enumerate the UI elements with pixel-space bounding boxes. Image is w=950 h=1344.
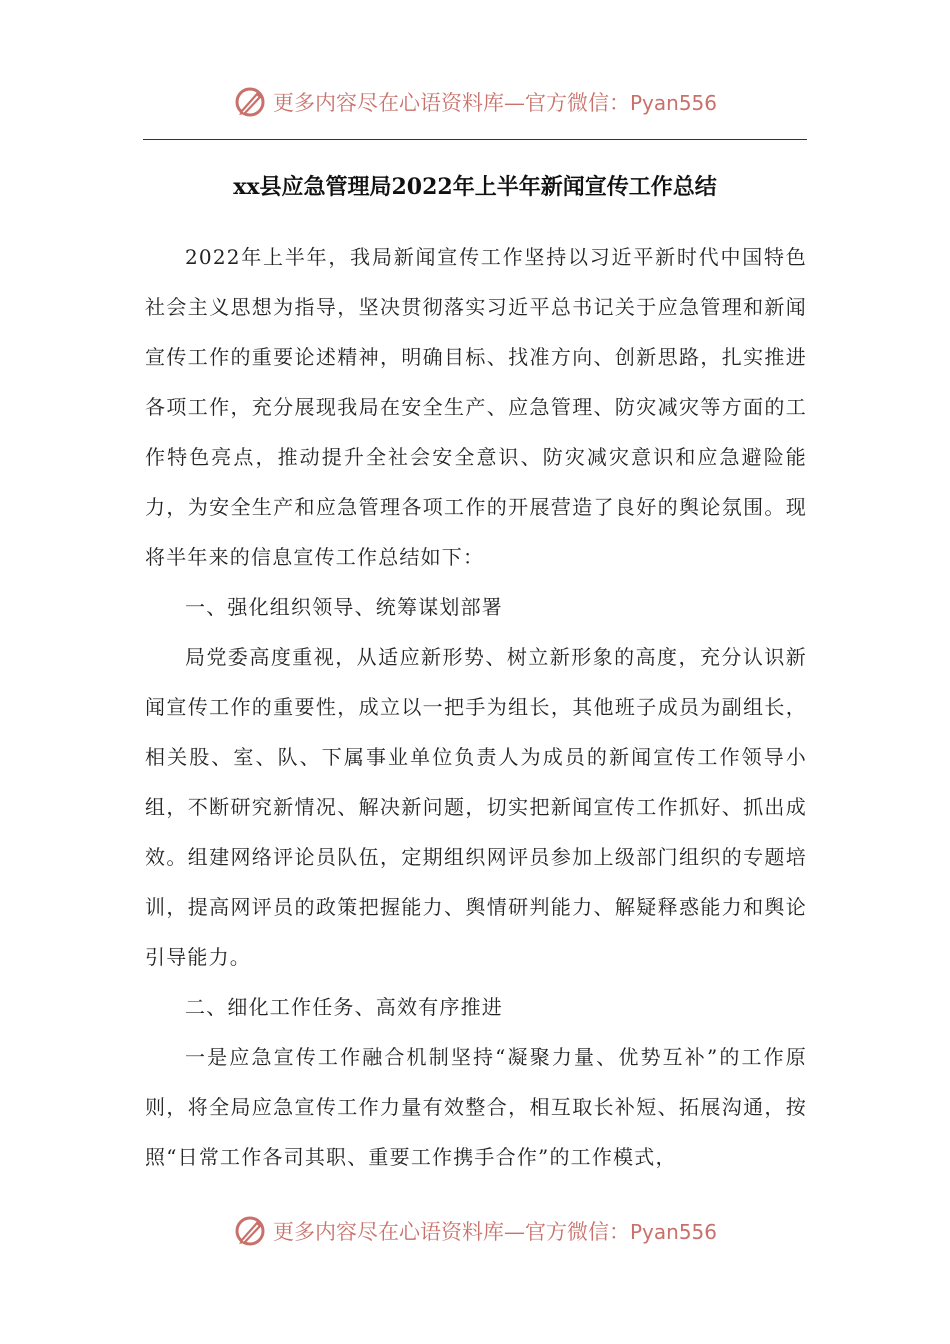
document-body	[145, 232, 807, 1182]
section-heading-2: 二、细化工作任务、高效有序推进	[185, 995, 503, 1019]
paragraph-section-1: 局党委高度重视，从适应新形势、树立新形象的高度，充分认识新闻宣传工作的重要性，成立以一把手为组长，其他班子成员为副组长，相关股、室、队、下属事业单位负责人为成员的新闻宣传工作领导小组，不断研究新情况、解决新问题，切实把新闻宣传工作抓好、抓出成效。组建网络评论员队伍，定期组织网评员参加上级部门组织的专题培训，提高网评员的政策把握能力、舆情研判能力、解疑释惑能力和舆论引导能力。	[145, 645, 807, 969]
header-watermark	[0, 82, 950, 122]
footer-watermark	[0, 1211, 950, 1251]
paragraph-intro: 2022年上半年，我局新闻宣传工作坚持以习近平新时代中国特色社会主义思想为指导，坚决贯彻落实习近平总书记关于应急管理和新闻宣传工作的重要论述精神，明确目标、找准方向、创新思路，扎实推进各项工作，充分展现我局在安全生产、应急管理、防灾减灾等方面的工作特色亮点，推动提升全社会安全意识、防灾减灾意识和应急避险能力，为安全生产和应急管理各项工作的开展营造了良好的舆论氛围。现将半年来的信息宣传工作总结如下：	[145, 245, 807, 569]
pen-logo-icon	[233, 85, 267, 119]
paragraph-section-2: 一是应急宣传工作融合机制坚持“凝聚力量、优势互补”的工作原则，将全局应急宣传工作力量有效整合，相互取长补短、拓展沟通，按照“日常工作各司其职、重要工作携手合作”的工作模式，	[145, 1045, 807, 1169]
pen-logo-icon	[233, 1214, 267, 1248]
header-divider	[143, 139, 807, 140]
watermark-text: 更多内容尽在心语资料库—官方微信：Pyan556	[272, 1220, 717, 1244]
section-heading-1: 一、强化组织领导、统筹谋划部署	[185, 595, 503, 619]
wechat-id: Pyan556	[629, 91, 717, 115]
document-title: xx县应急管理局2022年上半年新闻宣传工作总结	[233, 174, 717, 200]
watermark-text: 更多内容尽在心语资料库—官方微信：Pyan556	[272, 91, 717, 115]
wechat-id: Pyan556	[629, 1220, 717, 1244]
